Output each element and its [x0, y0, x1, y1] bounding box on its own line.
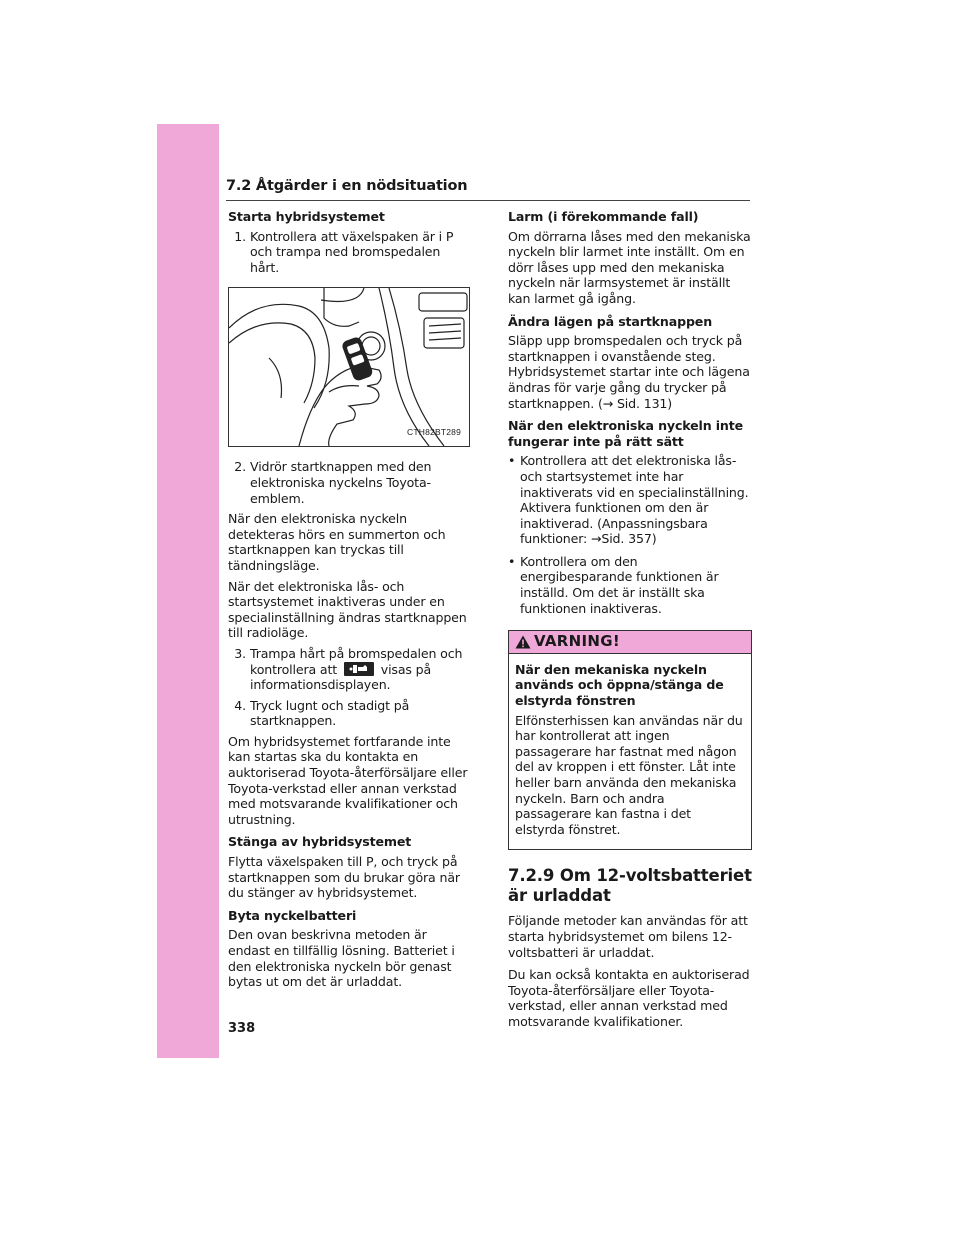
warning-triangle-icon	[515, 635, 531, 649]
paragraph-battery: Den ovan beskrivna metoden är endast en tillfällig lösning. Batteriet i den elektroniska nyckeln bör genast bytas ut om det är urladdat.	[228, 927, 455, 990]
step-text: Tryck lugnt och stadigt på startknappen.	[250, 697, 410, 729]
step-number: 3.	[234, 645, 246, 661]
paragraph-stop: Flytta växelspaken till P, och tryck på startknappen som du brukar göra när du stänger av hybridsystemet.	[228, 854, 460, 901]
warning-text: Elfönsterhissen kan användas när du har kontrollerat att ingen passagerare har fastnat med någon del av kroppen i ett fönster. Låt inte heller barn använda den mekaniska nyckeln. Barn och andra passagerare kan fastna i det elstyrda fönstret.	[515, 712, 743, 837]
paragraph-contact: Du kan också kontakta en auktoriserad Toyota-återförsäljare eller Toyota-verkstad, eller annan verkstad med motsvarande kvalifikationer.	[508, 967, 750, 1029]
list-item	[508, 554, 752, 616]
subsection-title: 7.2.9 Om 12-voltsbatteriet är urladdat	[508, 866, 752, 906]
ready-indicator-icon	[344, 662, 374, 676]
step-1	[228, 229, 468, 276]
step-text: Vidrör startknappen med den elektroniska nyckelns Toyota-emblem.	[250, 459, 432, 506]
step-text: Kontrollera att växelspaken är i P och trampa ned bromspedalen hårt.	[250, 228, 454, 275]
heading-stop-hybrid: Stänga av hybridsystemet	[228, 834, 412, 850]
heading-start-hybrid: Starta hybridsystemet	[228, 209, 385, 224]
list-item	[508, 453, 752, 547]
paragraph-alarm: Om dörrarna låses med den mekaniska nyckeln blir larmet inte inställt. Om en dörr låses upp med den mekaniska nyckeln när larmsystemet är inställt kan larmet gå igång.	[508, 228, 751, 306]
step-3-text-a: Trampa hårt på bromspedalen och kontrollera att	[250, 645, 463, 677]
section-title: 7.2 Åtgärder i en nödsituation	[226, 178, 750, 201]
key-fob-start-button-drawing	[229, 288, 469, 446]
heading-start-modes: Ändra lägen på startknappen	[508, 313, 713, 329]
step-2-note-1: När den elektroniska nyckeln detekteras hörs en summerton och startknappen kan tryckas till tändningsläge.	[228, 511, 446, 573]
step-3-text-b: visas på informationsdisplayen.	[250, 661, 432, 693]
paragraph-methods: Följande metoder kan användas för att starta hybridsystemet om bilens 12-voltsbatteri är urladdat.	[508, 913, 748, 960]
bullet-text: Kontrollera om den energibesparande funktionen är inställd. Om det är inställt ska funktionen inaktiveras.	[520, 553, 719, 616]
left-column	[228, 209, 468, 997]
warning-header	[509, 631, 751, 654]
step-3	[228, 646, 468, 693]
step-number: 4.	[234, 697, 246, 713]
right-column	[508, 209, 752, 1037]
step-2-note-2: När det elektroniska lås- och startsystemet inaktiveras under en specialinställning ändras startknappen till radioläge.	[228, 578, 467, 641]
step-number: 2.	[234, 459, 246, 475]
heading-alarm: Larm (i förekommande fall)	[508, 209, 699, 224]
warning-title: VARNING!	[534, 632, 620, 651]
warning-subheading: När den mekaniska nyckeln används och öppna/stänga de elstyrda fönstren	[515, 661, 724, 709]
heading-key-malfunction: När den elektroniska nyckeln inte fungerar inte på rätt sätt	[508, 418, 744, 449]
warning-body	[509, 654, 751, 850]
bullet-marker: •	[508, 453, 516, 469]
step-4	[228, 698, 468, 729]
page-number: 338	[228, 1021, 256, 1036]
warning-box	[508, 630, 752, 850]
sidebar-tab	[157, 124, 219, 1058]
step-2	[228, 459, 468, 506]
bullet-text: Kontrollera att det elektroniska lås- och startsystemet inte har inaktiverats vid en specialinställning. Aktivera funktionen om den är inaktiverad. (Anpassningsbara funktioner: →Sid. 357)	[520, 453, 749, 547]
heading-key-battery: Byta nyckelbatteri	[228, 907, 357, 923]
figure-code: CTH82BT289	[407, 426, 461, 437]
paragraph-modes: Släpp upp bromspedalen och tryck på startknappen i ovanstående steg. Hybridsystemet startar inte och lägena ändras för varje gång du trycker på startknappen. (→ Sid. 131)	[508, 333, 750, 411]
paragraph-dealer: Om hybridsystemet fortfarande inte kan startas ska du kontakta en auktoriserad Toyota-återförsäljare eller Toyota-verkstad eller annan verkstad med motsvarande kvalifikationer och utrustning.	[228, 733, 468, 827]
start-button-illustration	[228, 287, 470, 447]
bullet-marker: •	[508, 553, 516, 569]
step-text	[250, 646, 468, 693]
step-number: 1.	[234, 228, 246, 244]
